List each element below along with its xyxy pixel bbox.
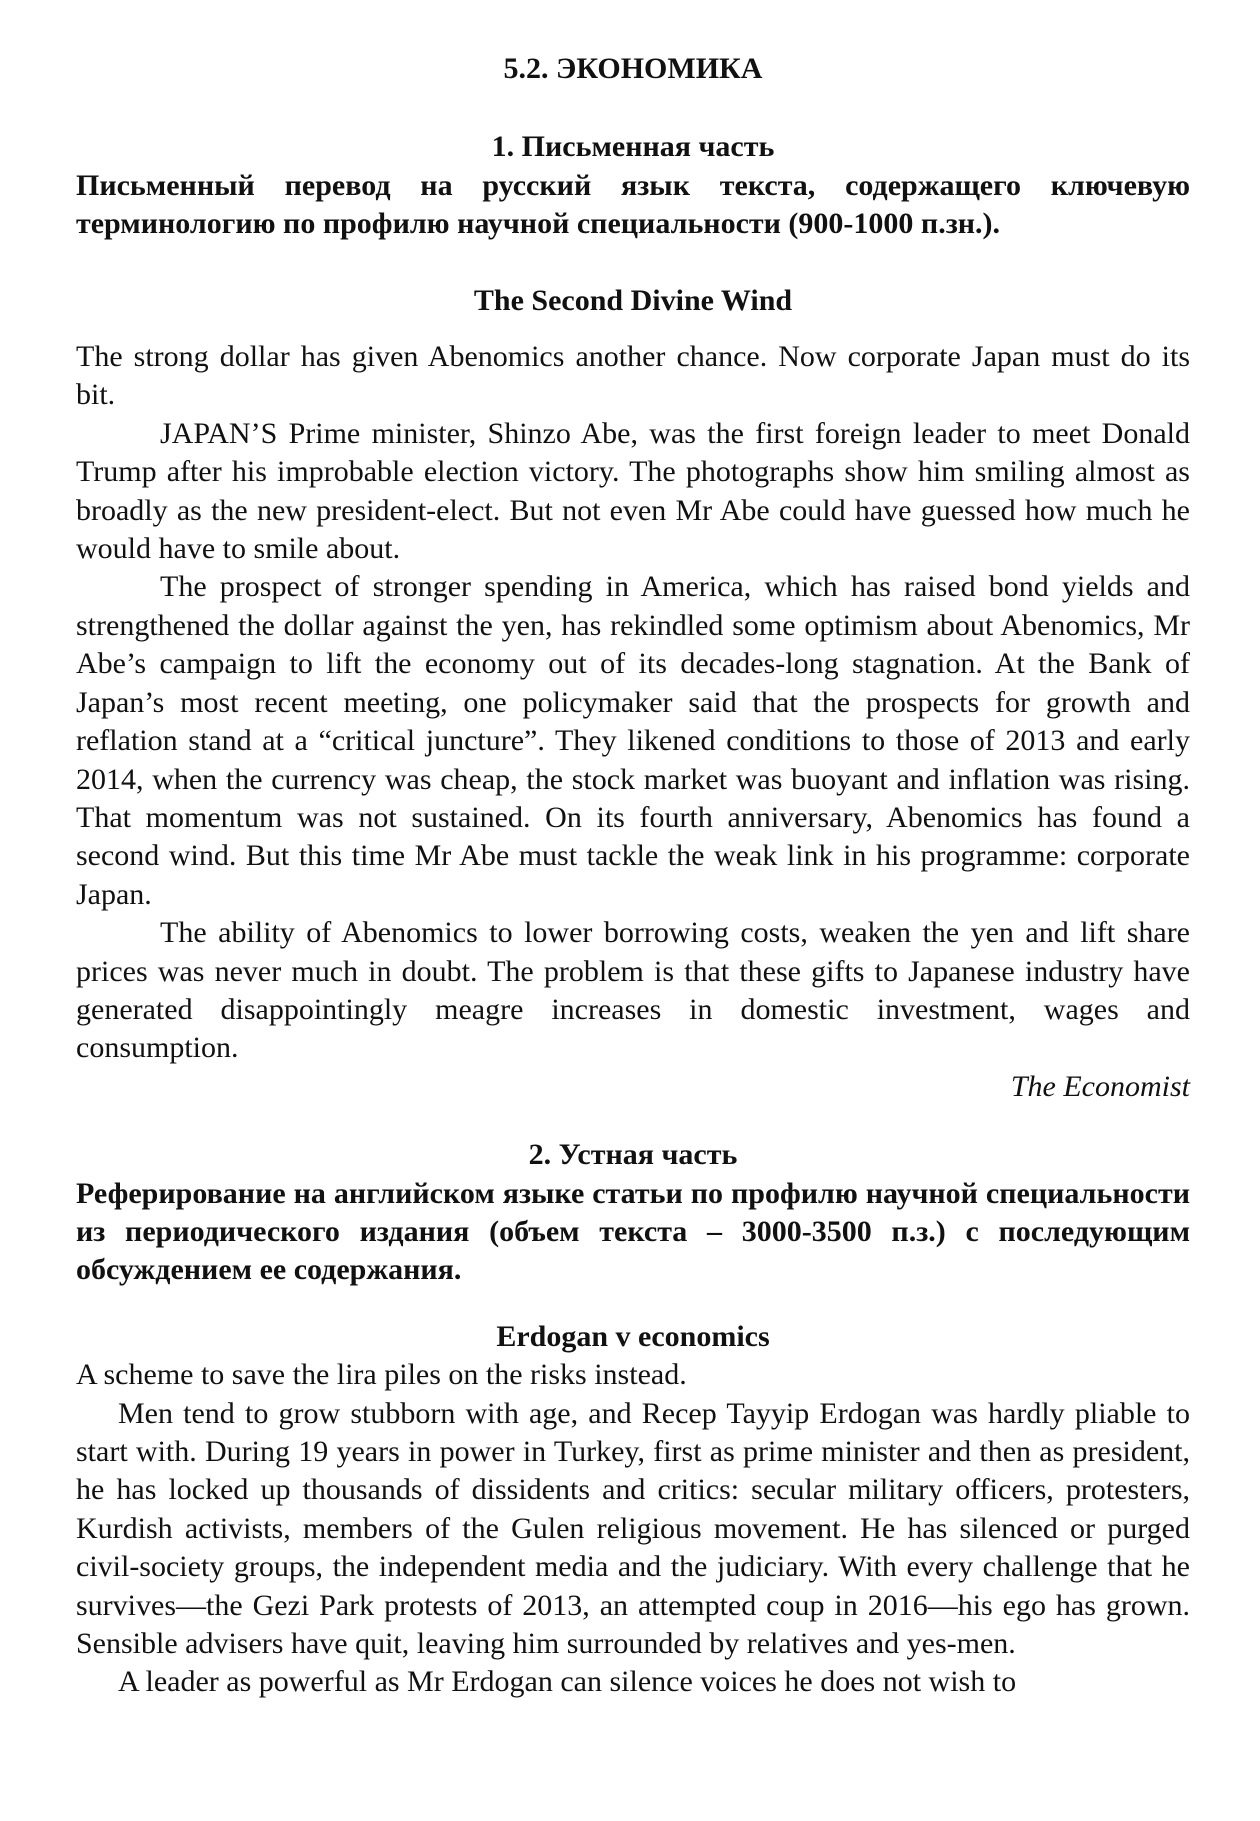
spacer — [76, 1290, 1190, 1318]
spacer — [76, 320, 1190, 338]
document-page — [76, 40, 1190, 1702]
part1-title: 1. Письменная часть — [491, 130, 775, 164]
part2-paragraph: A leader as powerful as Mr Erdogan can silence voices he does not wish to — [118, 1665, 1017, 1699]
part1-paragraph: The ability of Abenomics to lower borrowing costs, weaken the yen and lift share prices was never much in doubt. The problem is that these gifts to Japanese industry have generated disappointingly meagre increases in domestic investment, wages and consumption. — [76, 916, 1190, 1065]
spacer — [76, 1106, 1190, 1136]
section-title: 5.2. ЭКОНОМИКА — [503, 52, 763, 85]
spacer — [76, 244, 1190, 282]
part2-paragraph: A scheme to save the lira piles on the risks instead. — [76, 1358, 687, 1392]
part1-paragraph: The strong dollar has given Abenomics another chance. Now corporate Japan must do its bit. — [76, 340, 1190, 412]
part1-task: Письменный перевод на русский язык текста, содержащего ключевую терминологию по профилю научной специальности (900-1000 п.зн.). — [76, 168, 1190, 241]
part1-paragraph: JAPAN’S Prime minister, Shinzo Abe, was the first foreign leader to meet Donald Trump after his improbable election victory. The photographs show him smiling almost as broadly as the new president-elect. But not even Mr Abe could have guessed how much he would have to smile about. — [76, 416, 1190, 566]
part1-paragraph: The prospect of stronger spending in America, which has raised bond yields and strengthened the dollar against the yen, has rekindled some optimism about Abenomics, Mr Abe’s campaign to lift the economy out of its decades-long stagnation. At the Bank of Japan’s most recent meeting, one policymaker said that the prospects for growth and reflation stand at a “critical juncture”. They likened conditions to those of 2013 and early 2014, when the currency was cheap, the stock market was buoyant and inflation was rising. That momentum was not sustained. On its fourth anniversary, Abenomics has found a second wind. But this time Mr Abe must tackle the weak link in his programme: corporate Japan. — [76, 570, 1190, 911]
part1-article-title: The Second Divine Wind — [473, 283, 793, 317]
spacer — [76, 88, 1190, 128]
part2-title: 2. Устная часть — [528, 1138, 738, 1172]
part2-paragraph: Men tend to grow stubborn with age, and Recep Tayyip Erdogan was hardly pliable to start with. During 19 years in power in Turkey, first as prime minister and then as president, he has locked up thousands of dissidents and critics: secular military officers, protesters, Kurdish activists, members of the Gulen religious movement. He has silenced or purged civil-society groups, the independent media and the judiciary. With every challenge that he survives—the Gezi Park protests of 2013, an attempted coup in 2016—his ego has grown. Sensible advisers have quit, leaving him surrounded by relatives and yes-men. — [76, 1396, 1190, 1661]
part1-source: The Economist — [1010, 1069, 1190, 1103]
part2-article-title: Erdogan v economics — [496, 1319, 770, 1353]
part2-task: Реферирование на английском языке статьи по профилю научной специальности из периодического издания (объем текста – 3000-3500 п.з.) с последующим обсуждением ее содержания. — [76, 1176, 1190, 1287]
